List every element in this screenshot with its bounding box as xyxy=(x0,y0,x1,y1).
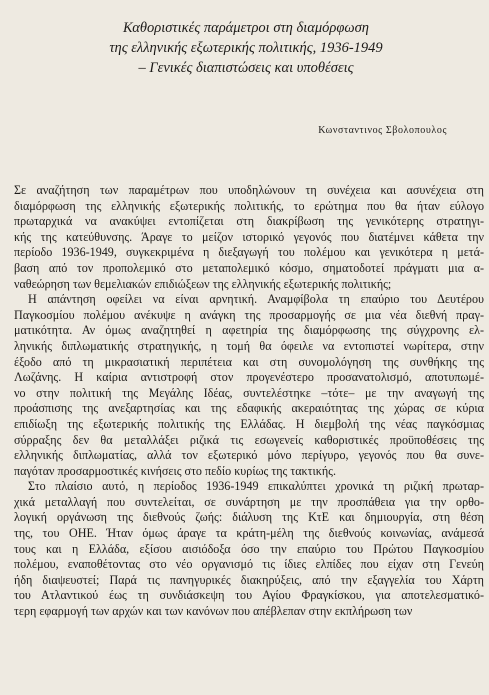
text-line: επιδίωξη της εξωτερικής πολιτικής της Ελλάδας. Η διεμβολή της νέας παγκόσμιας xyxy=(14,416,484,431)
text-line: ληνικής διπλωματικής στρατηγικής, η τομή θα όφειλε να εντοπιστεί νωρίτερα, στην xyxy=(14,338,484,353)
text-line: διαμόρφωση της ελληνικής εξωτερικής πολιτικής, το ερώτημα που θα ήταν εύλογο xyxy=(14,198,484,213)
text-line: πρωταρχικά να ανακύψει εντοπίζεται στη διακρίβωση της γενικότερης στρατηγι- xyxy=(14,214,484,229)
text-line: του Ατλαντικού έως τη συνδιάσκεψη του Αγίου Φραγκίσκου, για αποτελεσματικό- xyxy=(14,588,484,603)
text-line: ελληνικής διπλωματίας, αλλά τον εξωτερικό μόνο περίγυρο, γεγονός που θα συνε- xyxy=(14,448,484,463)
text-line: βαση από τον προπολεμικό στο μεταπολεμικό κόσμο, σηματοδοτεί πράγματι μια α- xyxy=(14,260,484,275)
article-body xyxy=(14,183,484,620)
text-line: Σε αναζήτηση των παραμέτρων που υποδηλώνουν τη συνέχεια και ασυνέχεια στη xyxy=(14,183,484,197)
text-line: της, του ΟΗΕ. Ήταν όμως άραγε τα κράτη-μέλη της διεθνούς κοινωνίας, ανάμεσά xyxy=(14,526,484,541)
text-line: ματικότητα. Αν όμως αναζητηθεί η αφετηρία της διαμόρφωσης της σύγχρονης ελ- xyxy=(14,323,484,338)
text-line: περίοδο 1936-1949, συγκεκριμένα η διεξαγωγή του πολέμου και γενικότερα η μετά- xyxy=(14,245,484,260)
text-line: πολέμου, εναποθέτοντας στο νέο οργανισμό τις ίδιες ελπίδες που είχαν στη Γενεύη xyxy=(14,557,484,572)
title-line-2: της ελληνικής εξωτερικής πολιτικής, 1936-1949 xyxy=(109,40,383,56)
text-line: παγόταν προσαρμοστικές κινήσεις στο πεδίο κυρίως της τακτικής. xyxy=(14,463,336,478)
text-line: προάσπισης της ανεξαρτησίας και της εδαφικής ακεραιότητας της χώρας σε κύρια xyxy=(14,401,484,416)
article-title xyxy=(40,18,452,78)
author-name: Κωνσταντινος Σβολοπουλος xyxy=(318,125,447,136)
text-line: Παγκοσμίου πολέμου ανέκυψε η ανάγκη της προσαρμογής σε μια νέα διεθνή πραγ- xyxy=(14,307,484,322)
text-line: έξοδο από τη μικρασιατική περιπέτεια και στη συνομολόγηση της συνθήκης της xyxy=(14,354,484,369)
text-line: τερη εφαρμογή των αρχών και των κανόνων που απέβλεπαν στην εκπλήρωση των xyxy=(14,604,413,619)
text-line: ήδη διαψευστεί; Παρά τις πανηγυρικές διακηρύξεις, από την εξαγγελία του Χάρτη xyxy=(14,572,484,587)
text-line: Λωζάνης. Η καίρια αντιστροφή στον προγενέστερο προσανατολισμό, αποτυπωμέ- xyxy=(14,370,484,385)
text-line: ναθεώρηση των θεμελιακών επιδιώξεων της ελληνικής εξωτερικής πολιτικής; xyxy=(14,276,392,291)
text-line: τους και η Ελλάδα, εξίσου αισιόδοξα όσο την επαύριο του Πρώτου Παγκοσμίου xyxy=(14,541,484,556)
title-line-1: Καθοριστικές παράμετροι στη διαμόρφωση xyxy=(123,20,369,36)
title-line-3: – Γενικές διαπιστώσεις και υποθέσεις xyxy=(138,60,354,76)
paragraph xyxy=(14,183,484,292)
text-line: Η απάντηση οφείλει να είναι αρνητική. Αναμφίβολα τη επαύριο του Δευτέρου xyxy=(28,292,484,307)
paragraph xyxy=(14,479,484,619)
text-line: κής της κατεύθυνσης. Άραγε το μείζον ιστορικό γεγονός που διατέμνει κάθετα την xyxy=(14,229,484,244)
text-line: Στο πλαίσιο αυτό, η περίοδος 1936-1949 επικαλύπτει χρονικά τη ριζική πρωταρ- xyxy=(28,479,484,494)
text-line: χικά μεταλλαγή που συντελείται, σε συνάρτηση με την προσπάθεια για την ορθο- xyxy=(14,494,484,509)
text-line: λογική οργάνωση της διεθνούς ζωής: διάλυση της ΚτΕ και δημιουργία, στη θέση xyxy=(14,510,484,525)
text-line: νο στην πολιτική της Μεγάλης Ιδέας, συντελέστηκε –τότε– με την αναγωγή της xyxy=(14,385,484,400)
text-line: σύρραξης δεν θα μεταλλάξει ριζικά τις εσωγενείς καθοριστικές προϋποθέσεις της xyxy=(14,432,484,447)
paragraph xyxy=(14,292,484,479)
